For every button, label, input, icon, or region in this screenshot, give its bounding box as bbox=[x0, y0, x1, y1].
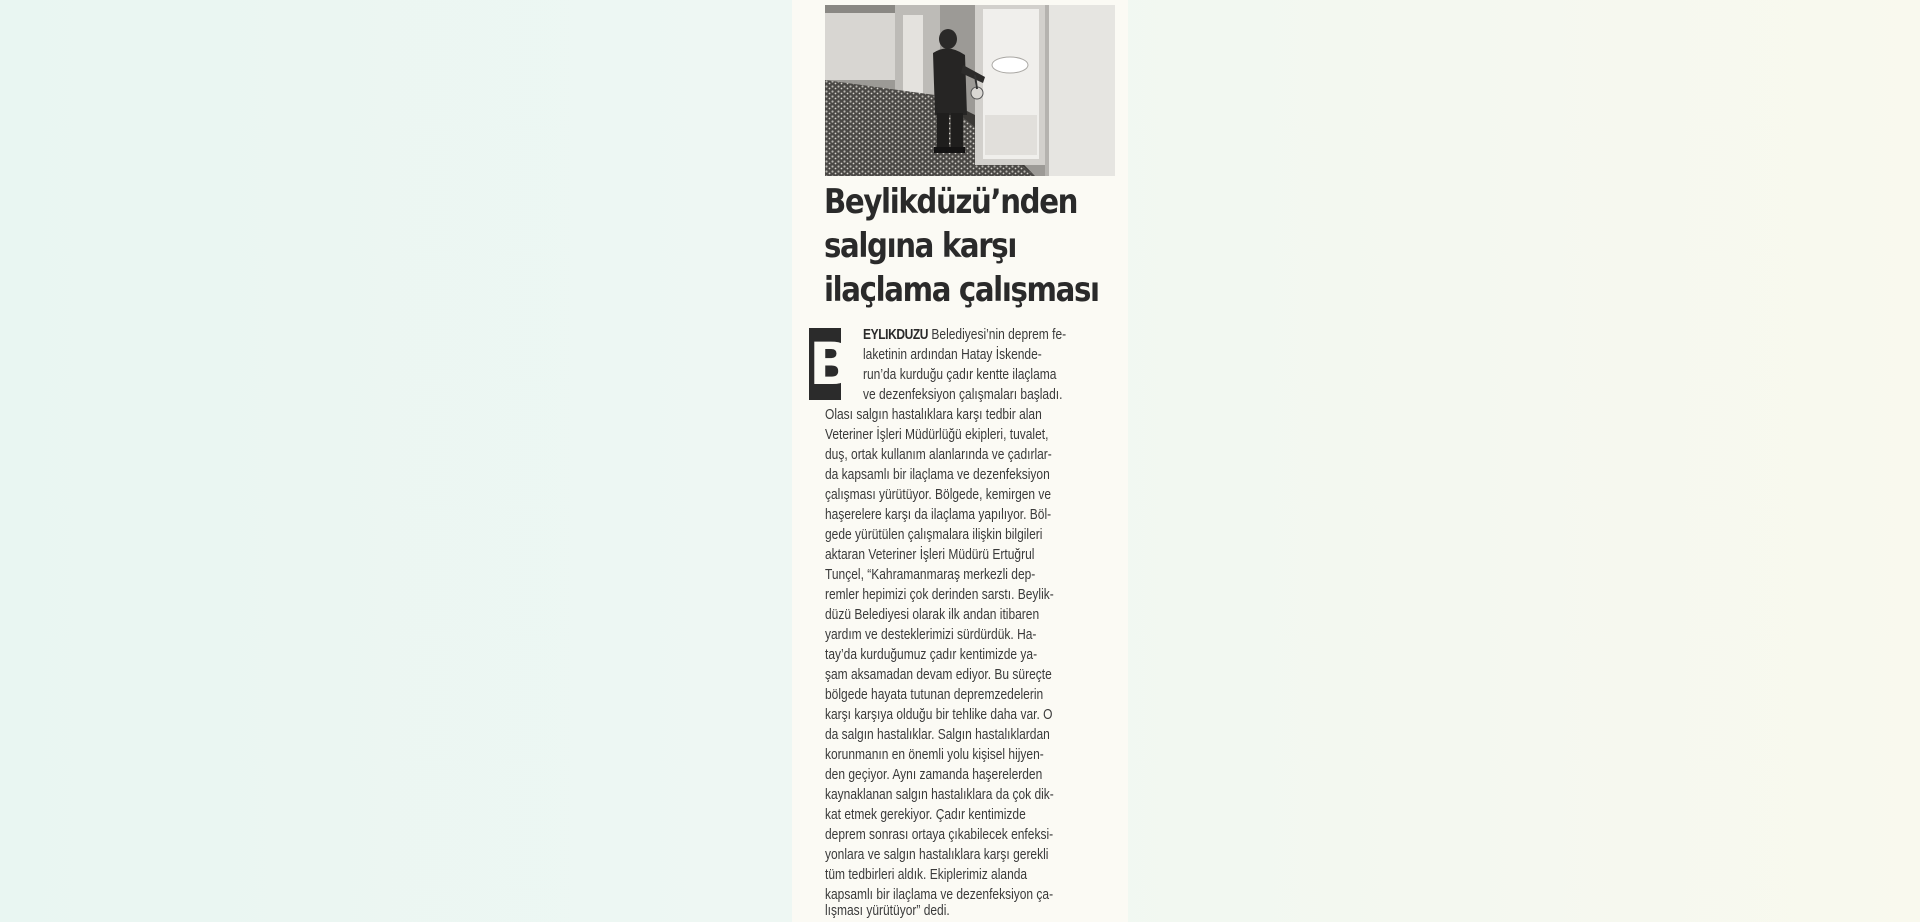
body-line: kaynaklanan salgın hastalıklara da çok dik- bbox=[825, 786, 1054, 803]
body-line: laketinin ardından Hatay İskende- bbox=[863, 346, 1042, 363]
body-line: kat etmek gerekiyor. Çadır kentimizde bbox=[825, 806, 1026, 823]
body-line: aktaran Veteriner İşleri Müdürü Ertuğrul bbox=[825, 546, 1035, 563]
body-line: Veteriner İşleri Müdürlüğü ekipleri, tuvalet, bbox=[825, 426, 1049, 443]
headline-line: ilaçlama çalışması bbox=[824, 270, 1099, 310]
body-line: run’da kurduğu çadır kentte ilaçlama bbox=[863, 366, 1057, 383]
article-photo bbox=[825, 5, 1115, 176]
body-line: deprem sonrası ortaya çıkabilecek enfeksi- bbox=[825, 826, 1054, 843]
body-line: ve dezenfeksiyon çalışmaları başladı. bbox=[863, 386, 1063, 403]
body-line: remler hepimizi çok derinden sarstı. Beylik- bbox=[825, 586, 1054, 603]
body-line: karşı karşıya olduğu bir tehlike daha var. O bbox=[825, 706, 1053, 723]
photo-illustration bbox=[825, 5, 1115, 176]
lead-word: EYLIKDUZU bbox=[863, 326, 929, 343]
body-line: kapsamlı bir ilaçlama ve dezenfeksiyon ça- bbox=[825, 886, 1054, 903]
newspaper-clipping bbox=[792, 0, 1128, 922]
body-line: tüm tedbirleri aldık. Ekiplerimiz alanda bbox=[825, 866, 1028, 883]
article-headline bbox=[824, 180, 1099, 312]
body-line: tay’da kurduğumuz çadır kentimizde ya- bbox=[825, 646, 1038, 663]
body-line: lışması yürütüyor” dedi. bbox=[825, 902, 950, 919]
body-line: yardım ve desteklerimizi sürdürdük. Ha- bbox=[825, 626, 1037, 643]
body-line: korunmanın en önemli yolu kişisel hijyen- bbox=[825, 746, 1044, 763]
headline-line: Beylikdüzü’nden bbox=[824, 182, 1078, 222]
body-line: gede yürütülen çalışmalara ilişkin bilgileri bbox=[825, 526, 1043, 543]
headline-line: salgına karşı bbox=[824, 226, 1016, 266]
body-line: bölgede hayata tutunan depremzedelerin bbox=[825, 686, 1044, 703]
body-line: yonlara ve salgın hastalıklara karşı gerekli bbox=[825, 846, 1049, 863]
body-line: da salgın hastalıklar. Salgın hastalıklardan bbox=[825, 726, 1050, 743]
body-line: duş, ortak kullanım alanlarında ve çadırlar- bbox=[825, 446, 1052, 463]
body-line bbox=[863, 326, 1066, 344]
body-line: da kapsamlı bir ilaçlama ve dezenfeksiyon bbox=[825, 466, 1050, 483]
body-line-text: Belediyesi’nin deprem fe- bbox=[928, 326, 1067, 343]
body-line: düzü Belediyesi olarak ilk andan itibaren bbox=[825, 606, 1040, 623]
body-line: den geçiyor. Aynı zamanda haşerelerden bbox=[825, 766, 1043, 783]
body-line: Olası salgın hastalıklara karşı tedbir alan bbox=[825, 406, 1042, 423]
body-line: haşerelere karşı da ilaçlama yapılıyor. Böl- bbox=[825, 506, 1052, 523]
body-line: şam aksamadan devam ediyor. Bu süreçte bbox=[825, 666, 1052, 683]
body-line: Tunçel, “Kahramanmaraş merkezli dep- bbox=[825, 566, 1036, 583]
body-line: çalışması yürütüyor. Bölgede, kemirgen ve bbox=[825, 486, 1052, 503]
drop-cap: B bbox=[809, 330, 854, 398]
